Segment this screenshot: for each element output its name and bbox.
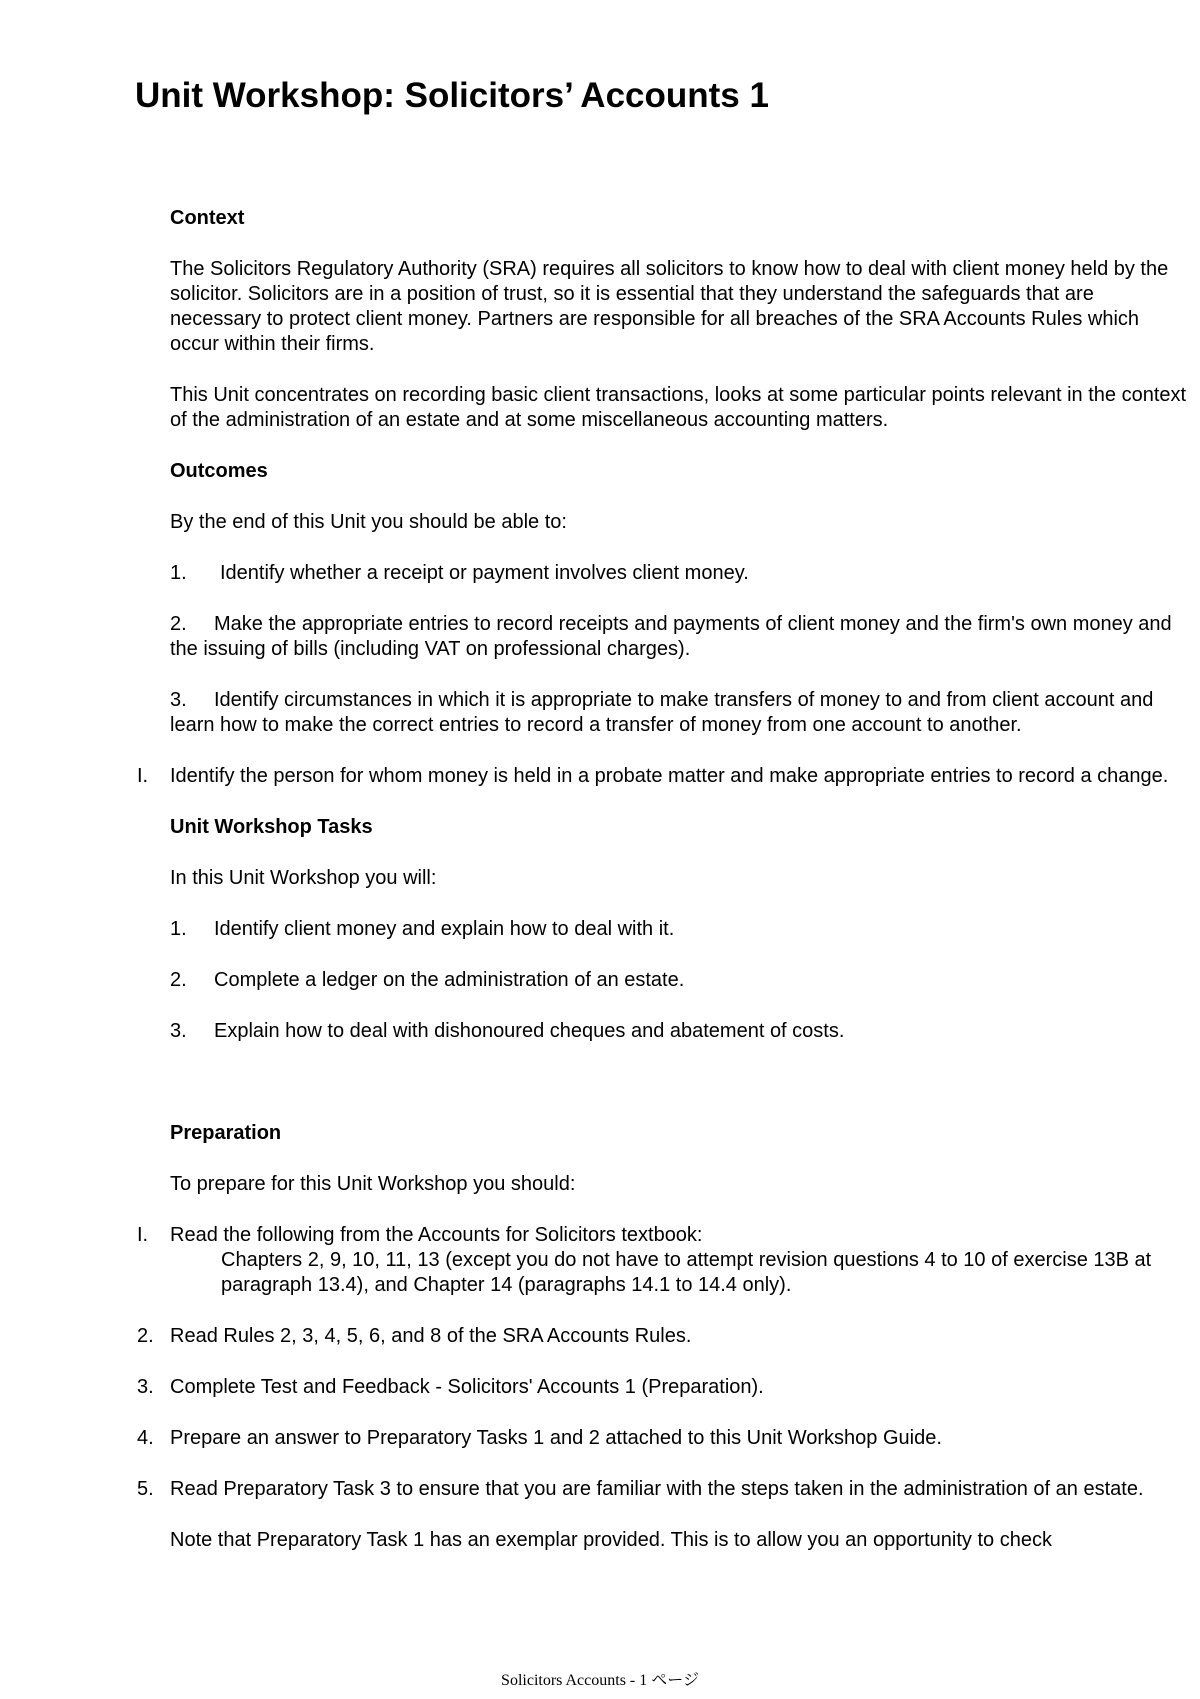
document-title: Unit Workshop: Solicitors’ Accounts 1 bbox=[135, 76, 769, 115]
preparation-number: 2. bbox=[137, 1325, 154, 1347]
task-text: Explain how to deal with dishonoured cheques and abatement of costs. bbox=[214, 1020, 845, 1042]
preparation-section bbox=[137, 1121, 1190, 1553]
context-paragraph-2: This Unit concentrates on recording basic client transactions, looks at some particular points relevant in the context of the administration of an estate and at some miscellaneous accounting matters. bbox=[170, 384, 1187, 431]
preparation-item bbox=[137, 1223, 1190, 1298]
task-number: 1. bbox=[170, 918, 187, 940]
context-heading: Context bbox=[170, 207, 245, 229]
outcome-text: Make the appropriate entries to record receipts and payments of client money and the firm's own money and the issuing of bills (including VAT on professional charges). bbox=[170, 613, 1172, 660]
preparation-item bbox=[137, 1426, 1190, 1451]
outcome-text: Identify circumstances in which it is appropriate to make transfers of money to and from client account and learn how to make the correct entries to record a transfer of money from one account to another. bbox=[170, 689, 1154, 736]
preparation-number: I. bbox=[137, 1224, 149, 1246]
preparation-item bbox=[137, 1324, 1190, 1349]
tasks-intro: In this Unit Workshop you will: bbox=[170, 867, 437, 889]
outcome-text: Identify the person for whom money is held in a probate matter and make appropriate entries to record a change. bbox=[170, 765, 1169, 787]
reading-detail: Chapters 2, 9, 10, 11, 13 (except you do not have to attempt revision questions 4 to 10 of exercise 13B at paragraph 13.4), and Chapter 14 (paragraphs 14.1 to 14.4 only). bbox=[221, 1249, 1152, 1296]
outcomes-section bbox=[137, 459, 1190, 789]
preparation-text: Prepare an answer to Preparatory Tasks 1 and 2 attached to this Unit Workshop Guide. bbox=[170, 1427, 942, 1449]
preparation-note: Note that Preparatory Task 1 has an exemplar provided. This is to allow you an opportunity to check bbox=[170, 1529, 1052, 1551]
preparation-number: 5. bbox=[137, 1478, 154, 1500]
preparation-intro: To prepare for this Unit Workshop you should: bbox=[170, 1173, 576, 1195]
outcome-item bbox=[170, 561, 1190, 586]
task-text: Identify client money and explain how to deal with it. bbox=[214, 918, 675, 940]
task-item bbox=[170, 1019, 1190, 1044]
outcome-number: 3. bbox=[170, 689, 187, 711]
outcome-number: I. bbox=[137, 765, 149, 787]
task-text: Complete a ledger on the administration of an estate. bbox=[214, 969, 685, 991]
task-number: 2. bbox=[170, 969, 187, 991]
document-body bbox=[137, 206, 1190, 1553]
outcomes-heading: Outcomes bbox=[170, 460, 268, 482]
outcome-item bbox=[137, 764, 1190, 789]
preparation-text: Complete Test and Feedback - Solicitors' Accounts 1 (Preparation). bbox=[170, 1376, 764, 1398]
preparation-text: Read Rules 2, 3, 4, 5, 6, and 8 of the SRA Accounts Rules. bbox=[170, 1325, 692, 1347]
preparation-text: Read Preparatory Task 3 to ensure that you are familiar with the steps taken in the administration of an estate. bbox=[170, 1478, 1144, 1500]
task-item bbox=[170, 968, 1190, 993]
preparation-item bbox=[137, 1477, 1190, 1502]
context-section bbox=[170, 206, 1190, 433]
tasks-heading: Unit Workshop Tasks bbox=[170, 816, 373, 838]
preparation-number: 3. bbox=[137, 1376, 154, 1398]
outcomes-intro: By the end of this Unit you should be able to: bbox=[170, 511, 567, 533]
outcome-item bbox=[170, 612, 1190, 662]
outcome-number: 2. bbox=[170, 613, 187, 635]
task-number: 3. bbox=[170, 1020, 187, 1042]
page-footer: Solicitors Accounts - 1 ページ bbox=[501, 1672, 699, 1689]
preparation-item bbox=[137, 1375, 1190, 1400]
preparation-text: Read the following from the Accounts for Solicitors textbook: bbox=[170, 1224, 703, 1246]
tasks-section bbox=[170, 815, 1190, 1044]
preparation-number: 4. bbox=[137, 1427, 154, 1449]
context-paragraph-1: The Solicitors Regulatory Authority (SRA) requires all solicitors to know how to deal with client money held by the solicitor. Solicitors are in a position of trust, so it is essential that they understand the safeguards that are necessary to protect client money. Partners are responsible for all breaches of the SRA Accounts Rules which occur within their firms. bbox=[170, 258, 1169, 355]
outcome-item bbox=[170, 688, 1190, 738]
task-item bbox=[170, 917, 1190, 942]
outcome-text: Identify whether a receipt or payment involves client money. bbox=[220, 562, 749, 584]
preparation-heading: Preparation bbox=[170, 1122, 282, 1144]
outcome-number: 1. bbox=[170, 562, 187, 584]
